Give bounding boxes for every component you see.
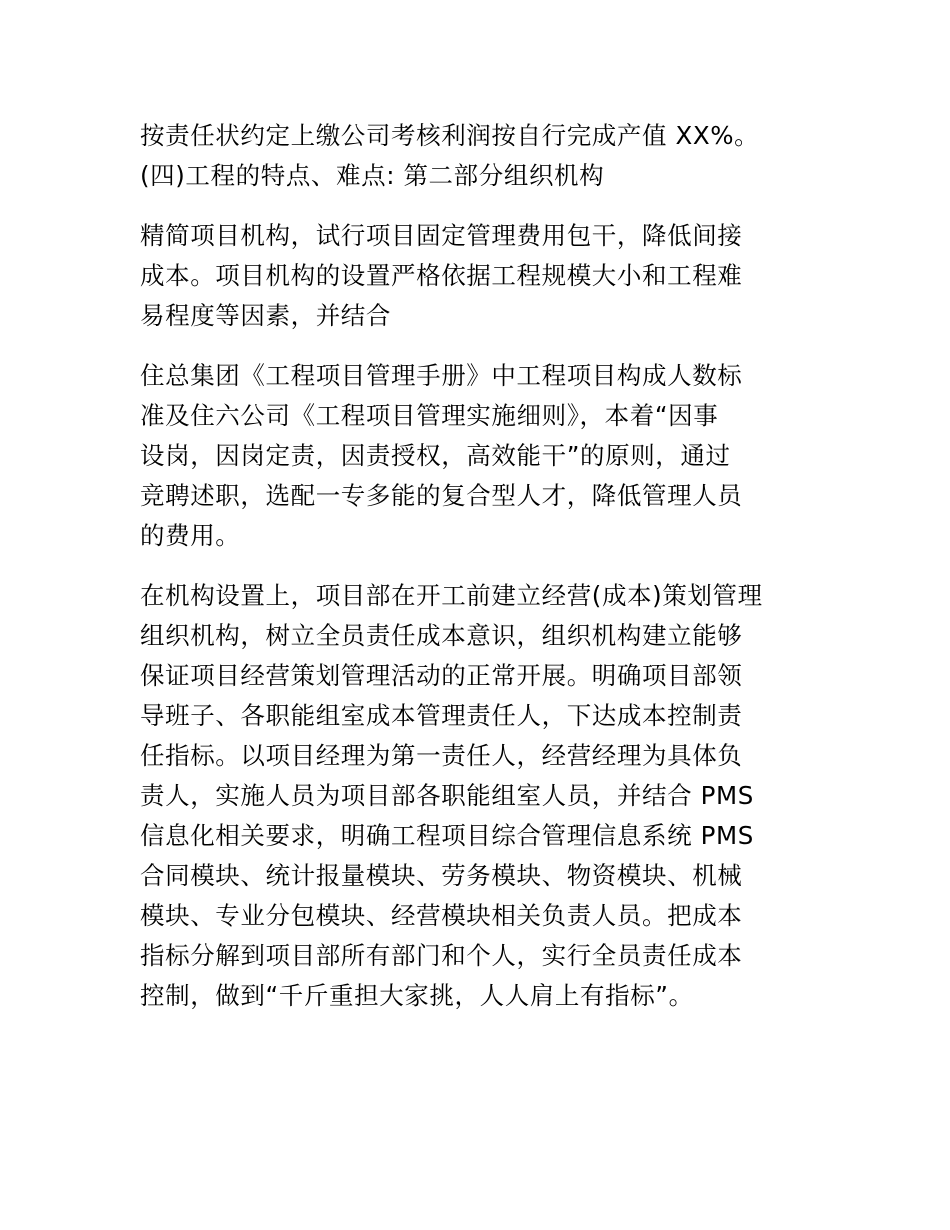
paragraph-3 bbox=[140, 356, 820, 556]
text-line: 住总集团《工程项目管理手册》中工程项目构成人数标 bbox=[140, 361, 743, 390]
section-heading: (四)工程的特点、难点: 第二部分组织机构 bbox=[140, 161, 605, 190]
text-line: 模块、专业分包模块、经营模块相关负责人员。把成本 bbox=[140, 901, 743, 930]
text-line: 成本。项目机构的设置严格依据工程规模大小和工程难 bbox=[140, 261, 743, 290]
paragraph-1 bbox=[140, 116, 820, 196]
text-line: 精简项目机构，试行项目固定管理费用包干，降低间接 bbox=[140, 221, 743, 250]
text-line: 保证项目经营策划管理活动的正常开展。明确项目部领 bbox=[140, 661, 743, 690]
paragraph-4 bbox=[140, 576, 820, 1016]
text-line: 指标分解到项目部所有部门和个人，实行全员责任成本 bbox=[140, 941, 743, 970]
text-line: 控制，做到“千斤重担大家挑，人人肩上有指标”。 bbox=[140, 981, 694, 1010]
text-line: 组织机构，树立全员责任成本意识，组织机构建立能够 bbox=[140, 621, 743, 650]
text-line: 的费用。 bbox=[140, 521, 241, 550]
text-line: 准及住六公司《工程项目管理实施细则》，本着“因事 bbox=[140, 401, 719, 430]
text-line: 易程度等因素，并结合 bbox=[140, 301, 391, 330]
text-line: 责人，实施人员为项目部各职能组室人员，并结合 PMS bbox=[140, 781, 754, 810]
text-line: 竞聘述职，选配一专多能的复合型人才，降低管理人员 bbox=[140, 481, 743, 510]
text-line: 合同模块、统计报量模块、劳务模块、物资模块、机械 bbox=[140, 861, 743, 890]
text-line: 导班子、各职能组室成本管理责任人，下达成本控制责 bbox=[140, 701, 743, 730]
text-line: 任指标。以项目经理为第一责任人，经营经理为具体负 bbox=[140, 741, 743, 770]
text-line: 按责任状约定上缴公司考核利润按自行完成产值 XX%。 bbox=[140, 121, 760, 150]
paragraph-2 bbox=[140, 216, 820, 336]
text-line: 设岗，因岗定责，因责授权，高效能干”的原则，通过 bbox=[140, 441, 731, 470]
text-line: 信息化相关要求，明确工程项目综合管理信息系统 PMS bbox=[140, 821, 754, 850]
document-body bbox=[140, 116, 820, 1016]
text-line: 在机构设置上，项目部在开工前建立经营(成本)策划管理 bbox=[140, 581, 763, 610]
